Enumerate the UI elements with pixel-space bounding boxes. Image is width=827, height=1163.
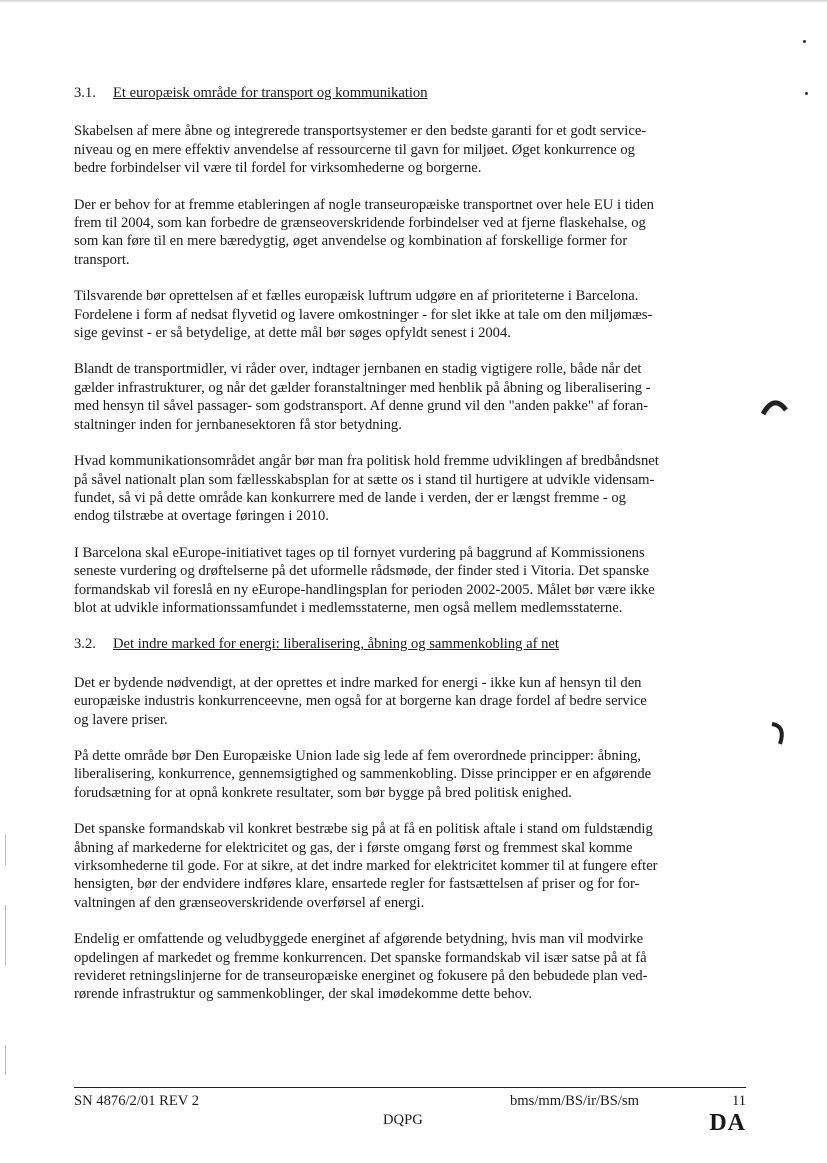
text-line: liberalisering, konkurrence, gennemsigtighed og sammenkobling. Disse principper er en afgørende [74, 766, 652, 783]
section-title: Et europæisk område for transport og kommunikation [113, 85, 428, 101]
text-line: Skabelsen af mere åbne og integrerede transportsystemer er den bedste garanti for et godt service- [74, 123, 647, 140]
scan-margin-mark [5, 905, 6, 965]
text-line: på såvel nationalt plan som fællesskabsplan for at sætte os i stand til hurtigere at udvikle vidensam- [74, 471, 655, 488]
paragraph [74, 452, 746, 526]
text-line: og lavere priser. [74, 711, 168, 728]
scan-margin-mark [5, 835, 6, 865]
text-line: åbning af markederne for elektricitet og gas, der i første omgang først og fremmest skal komme [74, 839, 633, 856]
scan-edge [0, 0, 827, 3]
text-line: Hvad kommunikationsområdet angår bør man fra politisk hold fremme udviklingen af bredbåndsnet [74, 453, 659, 470]
text-line: Der er behov for at fremme etableringen af nogle transeuropæiske transportnet over hele EU i tiden [74, 196, 654, 213]
paragraph [74, 544, 746, 618]
scan-margin-mark [5, 1045, 6, 1075]
paragraph [74, 196, 746, 270]
text-line: Fordelene i form af nedsat flyvetid og lavere omkostninger - for slet ikke at tale om den miljømæs- [74, 306, 653, 323]
text-line: staltninger inden for jernbanesektoren få stor betydning. [74, 416, 402, 433]
author-initials: bms/mm/BS/ir/BS/sm [510, 1093, 639, 1109]
text-line: forudsætning for at opnå konkrete resultater, som bør bygge på bred politisk enighed. [74, 784, 572, 801]
text-line: med hensyn til såvel passager- som godstransport. Af denne grund vil den "anden pakke" af foran- [74, 398, 649, 415]
text-line: valtningen af den grænseoverskridende overførsel af energi. [74, 894, 425, 911]
section-title: Det indre marked for energi: liberalisering, åbning og sammenkobling af net [113, 636, 559, 653]
document-body [74, 84, 746, 1022]
scan-smudge [760, 394, 790, 420]
text-line: Det spanske formandskab vil konkret bestræbe sig på at få en politisk aftale i stand om fuldstændig [74, 821, 653, 838]
text-line: fundet, så vi på dette område kan konkurrere med de lande i verden, der er længst fremme - og [74, 489, 626, 506]
text-line: På dette område bør Den Europæiske Union lade sig lede af fem overordnede principper: åbning, [74, 747, 641, 764]
text-line: rørende infrastruktur og sammenkoblinger, der skal imødekomme dette behov. [74, 986, 533, 1003]
text-line: bedre forbindelser vil være til fordel for virksomhederne og borgerne. [74, 160, 482, 177]
section-number: 3.1. [74, 85, 96, 101]
paragraph [74, 122, 746, 177]
section-heading-3-2 [74, 635, 746, 653]
text-line: gælder infrastrukturer, og når det gælder foranstaltninger med henblik på åbning og liberalisering - [74, 379, 651, 396]
section-heading-3-1 [74, 84, 746, 102]
paragraph [74, 287, 746, 342]
document-reference: SN 4876/2/01 REV 2 [74, 1093, 200, 1109]
department-code: DQPG [383, 1112, 423, 1128]
section-number: 3.2. [74, 636, 96, 653]
scan-speck [805, 92, 808, 95]
text-line: formandskab vil foreslå en ny eEurope-handlingsplan for perioden 2002-2005. Målet bør være ikke [74, 581, 655, 598]
paragraph [74, 360, 746, 434]
text-line: virksomhederne til gode. For at sikre, at det indre marked for elektricitet kommer til at fungere efter [74, 858, 658, 874]
text-line: Det er bydende nødvendigt, at der oprettes et indre marked for energi - ikke kun af hensyn til den [74, 674, 642, 691]
paragraph [74, 674, 746, 729]
page-footer [74, 1087, 746, 1136]
text-line: sige gevinst - er så betydelige, at dette mål bør søges opfyldt senest i 2004. [74, 325, 511, 342]
text-line: hensigten, bør der endvidere indføres klare, ensartede regler for fastsættelsen af priser og for for- [74, 876, 640, 893]
paragraph [74, 930, 746, 1004]
text-line: som kan føre til en mere bæredygtig, øget anvendelse og kombination af forskellige former for [74, 233, 628, 250]
text-line: Blandt de transportmidler, vi råder over, indtager jernbanen en stadig vigtigere rolle, både når det [74, 361, 642, 378]
text-line: niveau og en mere effektiv anvendelse af ressourcerne til gavn for miljøet. Øget konkurrence og [74, 141, 635, 158]
scan-speck [803, 40, 806, 43]
text-line: endog tilstræbe at overtage føringen i 2010. [74, 508, 329, 525]
scan-smudge [768, 718, 790, 748]
text-line: transport. [74, 251, 130, 268]
page-number: 11 [731, 1093, 746, 1109]
text-line: europæiske industris konkurrenceevne, men også for at borgerne kan drage fordel af bedre service [74, 693, 647, 710]
text-line: I Barcelona skal eEurope-initiativet tages op til fornyet vurdering på baggrund af Kommissionens [74, 544, 645, 561]
text-line: revideret retningslinjerne for de transeuropæiske energinet og fokusere på den bebudede plan ved- [74, 968, 648, 985]
text-line: opdelingen af markedet og fremme konkurrencen. Det spanske formandskab vil især satse på at få [74, 949, 647, 966]
text-line: frem til 2004, som kan forbedre de grænseoverskridende forbindelser ved at fjerne flaskehalse, og [74, 215, 646, 232]
paragraph [74, 747, 746, 802]
text-line: Tilsvarende bør oprettelsen af et fælles europæisk luftrum udgøre en af prioriteterne i Barcelona. [74, 288, 639, 305]
text-line: seneste vurdering og drøftelserne på det uformelle rådsmøde, der finder sted i Vitoria. Det spanske [74, 563, 650, 580]
paragraph [74, 820, 746, 912]
text-line: Endelig er omfattende og veludbyggede energinet af afgørende betydning, hvis man vil modvirke [74, 931, 644, 948]
text-line: blot at udvikle informationssamfundet i medlemsstaterne, men også mellem medlemsstaterne. [74, 599, 623, 616]
language-code: DA [709, 1110, 746, 1136]
